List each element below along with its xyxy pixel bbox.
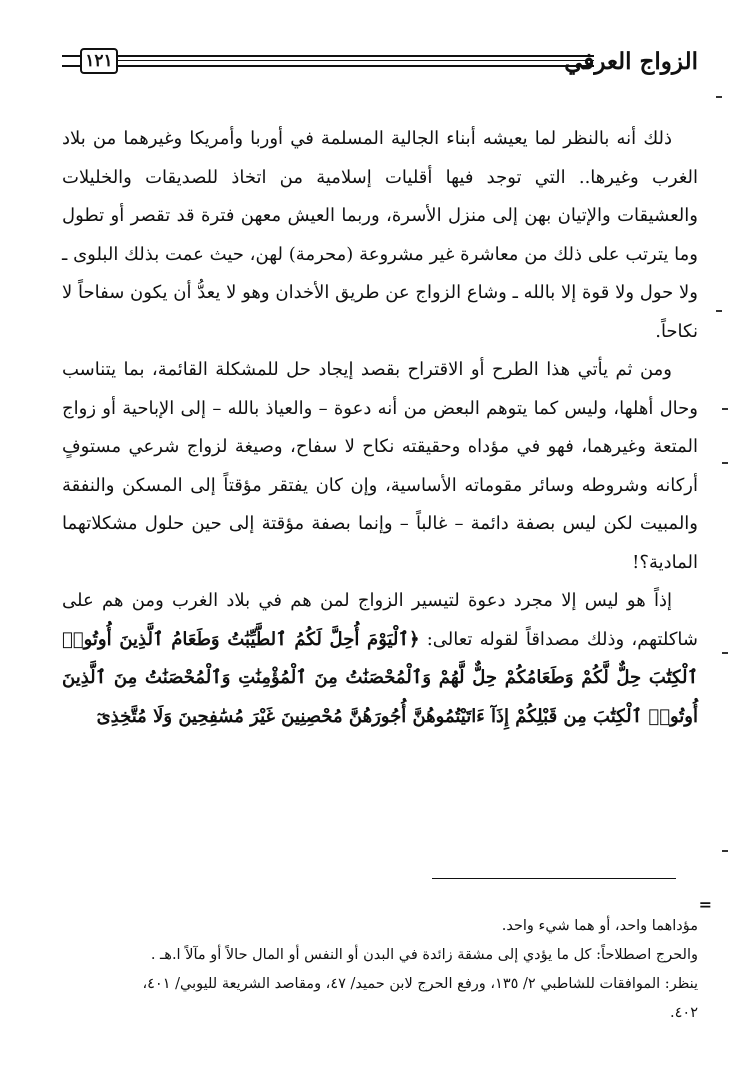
footnote-line: ٤٠٢. — [670, 1005, 698, 1021]
footnote-line: ينظر: الموافقات للشاطبي ٢/ ١٣٥، ورفع الحرج لابن حميد/ ٤٧، ومقاصد الشريعة لليوبي/ ٤٠١، — [142, 976, 698, 992]
footnote-separator — [432, 878, 676, 879]
scan-mark — [722, 462, 728, 464]
scan-mark — [716, 310, 722, 312]
paragraph-with-verse — [62, 582, 698, 736]
scan-mark — [722, 850, 728, 852]
scan-mark — [716, 96, 722, 98]
quran-verse: ﴿ٱلْيَوْمَ أُحِلَّ لَكُمُ ٱلطَّيِّبَٰتُ وَطَعَامُ ٱلَّذِينَ أُوتُوا۟ ٱلْكِتَٰبَ حِلٌّ لَّكُمْ وَطَعَامُكُمْ حِلٌّ لَّهُمْ وَٱلْمُحْصَنَٰتُ مِنَ ٱلْمُؤْمِنَٰتِ وَٱلْمُحْصَنَٰتُ مِنَ ٱلَّذِينَ أُوتُوا۟ ٱلْكِتَٰبَ مِن قَبْلِكُمْ إِذَآ ءَاتَيْتُمُوهُنَّ أُجُورَهُنَّ مُحْصِنِينَ غَيْرَ مُسَٰفِحِينَ وَلَا مُتَّخِذِىٓ — [62, 628, 699, 727]
footnote-continuation-mark: = — [698, 895, 712, 914]
page-number: ١٢١ — [80, 48, 118, 74]
main-text — [62, 120, 698, 736]
header-rule-end — [62, 55, 80, 67]
running-header — [62, 40, 698, 84]
scan-mark — [722, 408, 728, 410]
scan-mark — [722, 652, 728, 654]
running-title: الزواج العرفي — [564, 48, 698, 75]
header-rule — [118, 55, 594, 67]
footnote-line: والحرج اصطلاحاً: كل ما يؤدي إلى مشقة زائدة في البدن أو النفس أو المال حالاً أو مآلاً ا.هـ . — [150, 947, 698, 963]
paragraph: ذلك أنه بالنظر لما يعيشه أبناء الجالية المسلمة في أوربا وأمريكا وغيرهما من بلاد الغرب وغيرها.. التي توجد فيها أقليات إسلامية من اتخاذ للصديقات والخليلات والعشيقات والإتيان بهن إلى منزل الأسرة، وربما العيش معهن فترة قد تقصر أو تطول وما يترتب على ذلك من معاشرة غير مشروعة (محرمة) لهن، حيث عمت بذلك البلوى ـ ولا حول ولا قوة إلا بالله ـ وشاع الزواج عن طريق الأخدان وهو لا يعدُّ أن يكون سفاحاً لا نكاحاً. — [62, 128, 698, 342]
footnotes — [62, 912, 698, 1028]
paragraph: ومن ثم يأتي هذا الطرح أو الاقتراح بقصد إيجاد حل للمشكلة القائمة، بما يتناسب وحال أهلها، وليس كما يتوهم البعض من أنه دعوة – والعياذ بالله – إلى الإباحية أو زواج المتعة وغيرهما، فهو في مؤداه وحقيقته نكاح لا سفاح، وصيغة لزواج شرعي مستوفٍ أركانه وشروطه وسائر مقوماته الأساسية، وإن كان يفتقر مؤقتاً إلى المسكن والنفقة والمبيت لكن ليس بصفة دائمة – غالباً – وإنما بصفة مؤقتة إلى حين حلول مشكلاتهما المادية؟! — [62, 359, 698, 573]
footnote-line: مؤداهما واحد، أو هما شيء واحد. — [501, 918, 698, 934]
paragraph-intro: إذاً هو ليس إلا مجرد دعوة لتيسير الزواج لمن هم في بلاد الغرب ومن هم على شاكلتهم، وذلك مصداقاً لقوله تعالى: — [62, 590, 698, 650]
